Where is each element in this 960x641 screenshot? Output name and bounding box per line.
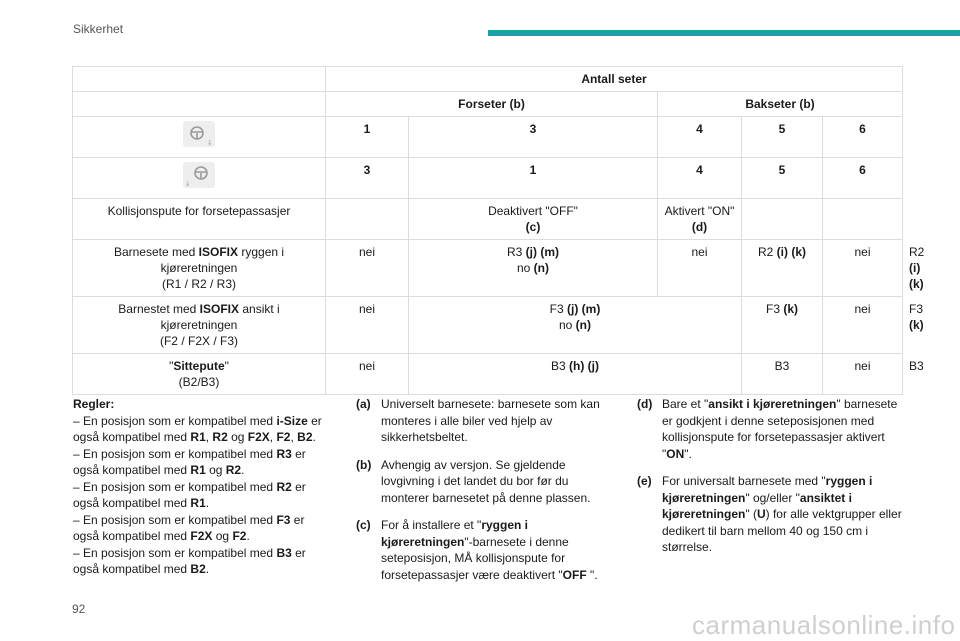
- booster-label: "Sittepute" (B2/B3): [73, 354, 326, 395]
- cell-value: nei: [823, 297, 903, 354]
- rule-item: – En posisjon som er kompatibel med i-Size er også kompatibel med R1, R2 og F2X, F2, B2.: [73, 413, 322, 444]
- airbag-on-cell: Aktivert "ON" (d): [658, 199, 742, 240]
- note-e: (e) For universalt barnesete med "ryggen i kjøreretningen" og/eller "ansiktet i kjøreretningen" (U) for alle vektgrupper eller dedikert til barn mellom 40 og 150 cm i størrelse.: [637, 474, 902, 554]
- table-row: "Sittepute" (B2/B3) nei B3 (h) (j) B3 nei B3: [73, 354, 903, 395]
- isofix-front-label: Barnestet med ISOFIX ansikt i kjøreretningen (F2 / F2X / F3): [73, 297, 326, 354]
- cell-value: nei: [823, 354, 903, 395]
- cell-value: 4: [696, 163, 703, 177]
- rules-title: Regler:: [73, 397, 115, 411]
- seats-count-heading: Antall seter: [581, 72, 647, 86]
- cell-value: nei: [326, 354, 409, 395]
- rule-item: – En posisjon som er kompatibel med R3 er også kompatibel med R1 og R2.: [73, 446, 306, 477]
- note-b: (b) Avhengig av versjon. Se gjeldende lovgivning i det landet du bor før du monterer barnesetet på denne plassen.: [356, 457, 591, 505]
- cell-value: nei: [823, 240, 903, 297]
- child-seat-table: [72, 66, 925, 395]
- rear-seats-heading: Bakseter (b): [745, 97, 815, 111]
- cell-value: F3 (j) (m) no (n): [409, 297, 742, 354]
- table-row: [73, 117, 903, 158]
- table-subheader-row: [73, 92, 903, 117]
- note-c: (c) For å installere et "ryggen i kjøreretningen"-barnesete i denne seteposisjon, MÅ kollisjonspute for forsetepassasjer være deaktivert "OFF ".: [356, 518, 598, 582]
- page-number: 92: [72, 602, 86, 616]
- cell-value: 4: [696, 122, 703, 136]
- watermark: carmanualsonline.info: [692, 610, 956, 640]
- notes-column-right: [637, 396, 907, 567]
- rule-item: – En posisjon som er kompatibel med B3 er også kompatibel med B2.: [73, 545, 306, 576]
- table-row: Barnesete med ISOFIX ryggen i kjøreretningen (R1 / R2 / R3) nei R3 (j) (m) no (n) nei R2 (i) (k) nei R2 (i) (k): [73, 240, 903, 297]
- cell-value: nei: [658, 240, 742, 297]
- airbag-off-cell: Deaktivert "OFF" (c): [409, 199, 658, 240]
- front-seats-heading: Forseter (b): [458, 97, 525, 111]
- isofix-rear-label: Barnesete med ISOFIX ryggen i kjøreretningen (R1 / R2 / R3): [73, 240, 326, 297]
- steering-wheel-icon: [183, 121, 215, 147]
- header-accent-bar: [488, 30, 960, 36]
- section-title: Sikkerhet: [73, 22, 124, 36]
- cell-value: 5: [778, 163, 786, 177]
- cell-value: 6: [859, 163, 866, 177]
- cell-value: nei: [326, 240, 409, 297]
- table-row: [73, 199, 903, 240]
- cell-value: B3: [742, 354, 823, 395]
- cell-value: R3 (j) (m) no (n): [409, 240, 658, 297]
- svg-text:↓: ↓: [185, 180, 191, 188]
- table-row: Barnestet med ISOFIX ansikt i kjøreretningen (F2 / F2X / F3) nei F3 (j) (m) no (n) F3 (k) nei F3 (k): [73, 297, 903, 354]
- cell-value: 3: [529, 122, 537, 136]
- rules-section: [73, 396, 329, 578]
- cell-value: nei: [326, 297, 409, 354]
- table-row: [73, 158, 903, 199]
- cell-value: R2 (i) (k): [742, 240, 823, 297]
- cell-value: F3 (k): [742, 297, 823, 354]
- cell-value: 6: [859, 122, 866, 136]
- table-header-row: [73, 67, 903, 92]
- cell-value: 1: [363, 122, 371, 136]
- steering-wheel-icon: [183, 162, 215, 188]
- note-a: (a) Universelt barnesete: barnesete som kan monteres i alle biler ved hjelp av sikkerhetsbeltet.: [356, 397, 600, 444]
- svg-text:↓: ↓: [207, 139, 213, 147]
- rule-item: – En posisjon som er kompatibel med F3 er også kompatibel med F2X og F2.: [73, 512, 305, 543]
- note-d: (d) Bare et "ansikt i kjøreretningen" barnesete er godkjent i denne seteposisjonen med kollisjonspute for forsetepassasjer aktivert "ON".: [637, 397, 898, 461]
- rule-item: – En posisjon som er kompatibel med R2 er også kompatibel med R1.: [73, 479, 306, 510]
- cell-value: 3: [363, 163, 371, 177]
- notes-column-middle: [356, 396, 608, 594]
- airbag-row-label: Kollisjonspute for forsetepassasjer: [73, 199, 326, 240]
- cell-value: B3 (h) (j): [409, 354, 742, 395]
- cell-value: 1: [529, 163, 537, 177]
- cell-value: 5: [778, 122, 786, 136]
